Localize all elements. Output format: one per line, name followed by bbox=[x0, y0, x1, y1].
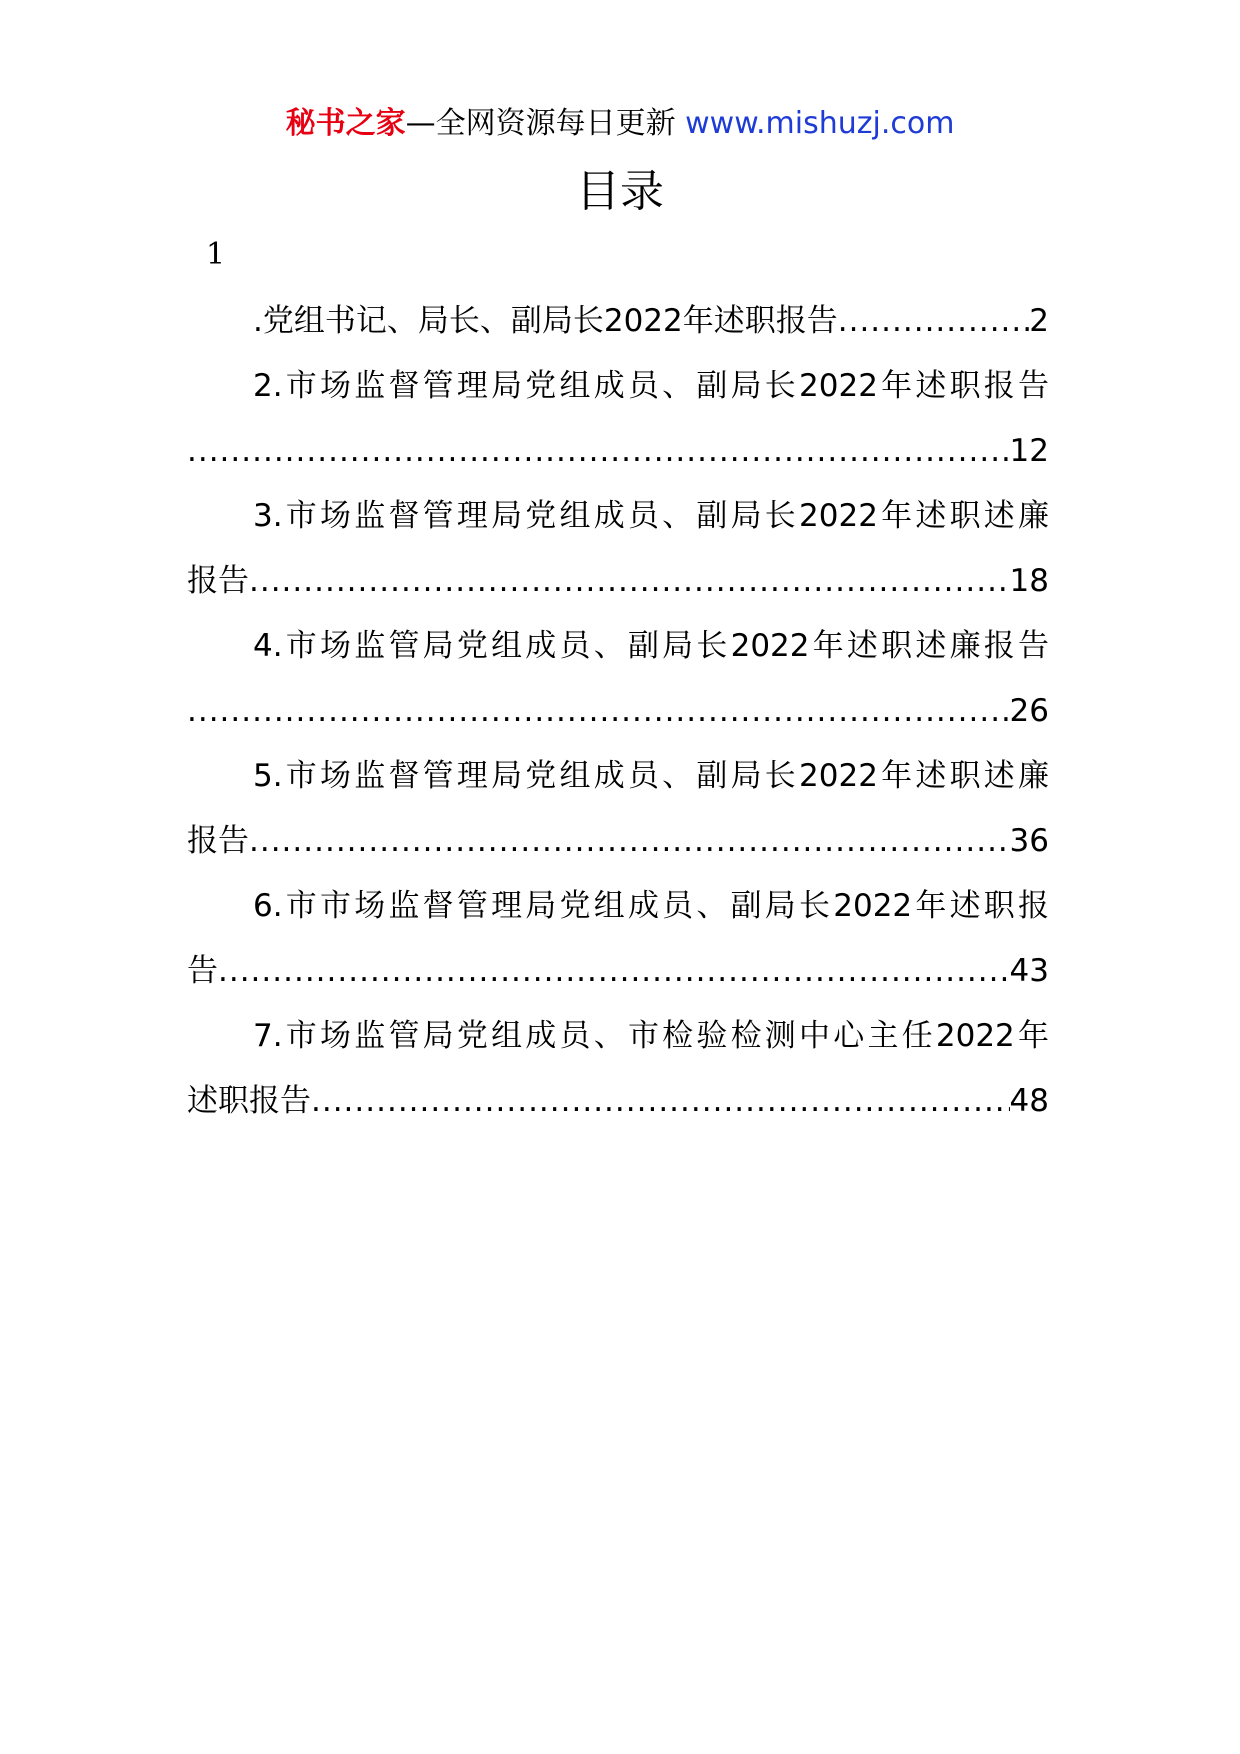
site-url-link[interactable]: www.mishuzj.com bbox=[685, 106, 955, 141]
stray-number: 1 bbox=[206, 237, 226, 272]
toc-entry-title-end: 报告 bbox=[187, 563, 249, 599]
banner-tagline: —全网资源每日更新 bbox=[405, 106, 676, 141]
toc-entry-continuation bbox=[187, 1069, 1049, 1134]
toc-entry-title: 6.市市场监督管理局党组成员、副局长2022年述职报 bbox=[253, 888, 1049, 924]
toc-page-number: 43 bbox=[1009, 953, 1049, 989]
toc-entry-title: 2.市场监督管理局党组成员、副局长2022年述职报告 bbox=[253, 368, 1049, 404]
toc-entry-continuation bbox=[187, 419, 1049, 484]
table-of-contents bbox=[187, 289, 1049, 1134]
toc-entry-title-end: 述职报告 bbox=[187, 1083, 311, 1119]
toc-entry-2[interactable] bbox=[187, 354, 1049, 484]
page-title: 目录 bbox=[576, 166, 664, 217]
toc-entry-title: 5.市场监督管理局党组成员、副局长2022年述职述廉 bbox=[253, 758, 1049, 794]
toc-dot-leader bbox=[249, 549, 1010, 614]
site-banner bbox=[0, 100, 1240, 148]
toc-page-number: 36 bbox=[1009, 823, 1049, 859]
toc-dot-leader bbox=[187, 419, 1010, 484]
toc-entry-4[interactable] bbox=[187, 614, 1049, 744]
toc-entry-7[interactable] bbox=[187, 1004, 1049, 1134]
brand-name: 秘书之家 bbox=[285, 106, 406, 141]
toc-dot-leader bbox=[218, 939, 1010, 1004]
toc-page-number: 12 bbox=[1009, 433, 1049, 469]
toc-dot-leader bbox=[249, 809, 1010, 874]
toc-entry-3[interactable] bbox=[187, 484, 1049, 614]
toc-entry-title: .党组书记、局长、副局长2022年述职报告 bbox=[253, 303, 838, 339]
toc-entry-title-end: 报告 bbox=[187, 823, 249, 859]
toc-entry-6[interactable] bbox=[187, 874, 1049, 1004]
toc-entry-1[interactable] bbox=[187, 289, 1049, 354]
toc-dot-leader bbox=[838, 289, 1030, 354]
toc-entry-5[interactable] bbox=[187, 744, 1049, 874]
toc-dot-leader bbox=[311, 1069, 1010, 1134]
toc-page-number: 2 bbox=[1029, 303, 1049, 339]
toc-entry-continuation bbox=[187, 549, 1049, 614]
toc-entry-continuation bbox=[187, 939, 1049, 1004]
toc-page-number: 18 bbox=[1009, 563, 1049, 599]
toc-page-number: 48 bbox=[1009, 1083, 1049, 1119]
toc-dot-leader bbox=[187, 679, 1010, 744]
toc-entry-continuation bbox=[187, 679, 1049, 744]
toc-entry-continuation bbox=[187, 809, 1049, 874]
toc-entry-title: 4.市场监管局党组成员、副局长2022年述职述廉报告 bbox=[253, 628, 1049, 664]
toc-entry-title: 7.市场监管局党组成员、市检验检测中心主任2022年 bbox=[253, 1018, 1049, 1054]
toc-page-number: 26 bbox=[1009, 693, 1049, 729]
toc-entry-title-end: 告 bbox=[187, 953, 218, 989]
toc-entry-title: 3.市场监督管理局党组成员、副局长2022年述职述廉 bbox=[253, 498, 1049, 534]
